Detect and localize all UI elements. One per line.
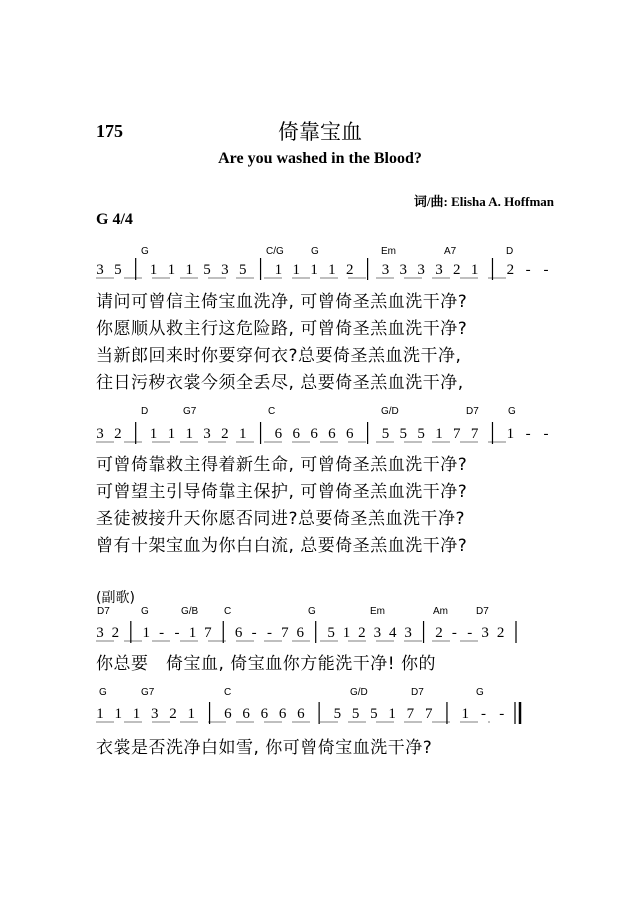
key-time-signature: G 4/4 <box>96 211 133 228</box>
chord-label: G <box>311 246 319 257</box>
chord-label: G <box>99 687 107 698</box>
note: 6 <box>296 625 305 641</box>
note: 2 <box>221 426 229 442</box>
note: 3 <box>417 262 425 278</box>
note: 1 <box>185 426 193 442</box>
chord-label: G <box>508 406 516 417</box>
note: 5 <box>370 706 378 722</box>
note-extension: - <box>480 706 486 722</box>
note: 1 <box>292 262 300 278</box>
note: 5 <box>399 426 408 442</box>
lyric-line: 圣徒被接升天你愿否同进?总要倚圣羔血洗干净? <box>96 509 466 529</box>
note: 2 <box>358 625 366 641</box>
note: 5 <box>203 262 211 278</box>
note: 3 <box>399 262 408 278</box>
note: 2 <box>453 262 461 278</box>
note: 2 <box>114 426 122 442</box>
note: 3 <box>96 426 104 442</box>
note: 1 <box>187 706 196 722</box>
note: 1 <box>132 706 141 722</box>
note-extension: - <box>159 625 165 641</box>
note: 7 <box>281 625 289 641</box>
note: 3 <box>481 625 489 641</box>
note: 1 <box>167 262 176 278</box>
hymn-subtitle: Are you washed in the Blood? <box>218 150 422 167</box>
lyric-line: 衣裳是否洗净白如雪, 你可曾倚宝血洗干净? <box>96 738 433 758</box>
note: 5 <box>333 706 342 722</box>
note: 1 <box>185 262 193 278</box>
chord-label: C/G <box>266 246 284 257</box>
note: 5 <box>327 625 335 641</box>
note: 3 <box>373 625 382 641</box>
hymn-number: 175 <box>96 121 123 141</box>
note-extension: - <box>467 625 473 641</box>
note: 7 <box>470 426 479 442</box>
note-extension: - <box>266 625 272 641</box>
note: 1 <box>96 706 104 722</box>
lyric-line: 可曾望主引导倚靠主保护, 可曾倚圣羔血洗干净? <box>96 482 468 502</box>
note-extension: - <box>251 625 257 641</box>
note: 3 <box>96 262 104 278</box>
note: 6 <box>242 706 250 722</box>
note: 1 <box>461 706 469 722</box>
note: 5 <box>238 262 247 278</box>
note: 1 <box>310 262 318 278</box>
chord-label: C <box>224 687 232 698</box>
hymn-credit: 词/曲: Elisha A. Hoffman <box>413 194 554 209</box>
hymn-title: 倚靠宝血 <box>278 120 362 144</box>
note: 2 <box>169 706 177 722</box>
note: 2 <box>496 625 505 641</box>
note: 2 <box>111 625 120 641</box>
note: 6 <box>328 426 336 442</box>
note: 3 <box>221 262 229 278</box>
note-extension: - <box>543 262 549 278</box>
note-extension: - <box>525 426 531 442</box>
note: 1 <box>114 706 123 722</box>
chord-label: D7 <box>476 606 489 617</box>
note-extension: - <box>451 625 457 641</box>
lyric-line: 曾有十架宝血为你白白流, 总要倚圣羔血洗干净? <box>96 536 468 556</box>
note-extension: - <box>543 426 549 442</box>
note: 1 <box>342 625 351 641</box>
note: 3 <box>404 625 412 641</box>
note: 5 <box>417 426 425 442</box>
note: 1 <box>188 625 197 641</box>
note: 3 <box>435 262 443 278</box>
note: 3 <box>151 706 159 722</box>
note-extension: - <box>499 706 505 722</box>
note: 2 <box>506 262 515 278</box>
note: 1 <box>149 426 158 442</box>
note: 6 <box>274 426 283 442</box>
note: 1 <box>274 262 283 278</box>
note: 1 <box>149 262 158 278</box>
chord-label: G/D <box>381 406 399 417</box>
chord-label: C <box>268 406 276 417</box>
note: 1 <box>328 262 336 278</box>
note: 1 <box>142 625 150 641</box>
note-extension: - <box>525 262 531 278</box>
note: 2 <box>435 625 443 641</box>
lyric-line: 请问可曾信主倚宝血洗净, 可曾倚圣羔血洗干净? <box>96 292 468 312</box>
note: 6 <box>297 706 305 722</box>
note: 5 <box>114 262 122 278</box>
chord-label: G <box>308 606 316 617</box>
chorus-label: (副歌) <box>96 590 135 606</box>
chord-label: Em <box>370 606 385 617</box>
lyric-line: 当新郎回来时你要穿何衣?总要倚圣羔血洗干净, <box>96 346 462 366</box>
chord-label: D7 <box>466 406 479 417</box>
note: 5 <box>381 426 390 442</box>
note: 6 <box>234 625 243 641</box>
note: 7 <box>424 706 433 722</box>
note: 7 <box>453 426 461 442</box>
lyric-line: 往日污秽衣裳今须全丢尽, 总要倚圣羔血洗干净, <box>96 373 464 393</box>
chord-label: A7 <box>444 246 457 257</box>
note: 1 <box>388 706 396 722</box>
note: 6 <box>260 706 269 722</box>
chord-label: D7 <box>411 687 424 698</box>
note: 7 <box>204 625 212 641</box>
note: 1 <box>506 426 515 442</box>
chord-label: Am <box>433 606 448 617</box>
note-extension: - <box>174 625 180 641</box>
note: 6 <box>346 426 354 442</box>
note: 3 <box>381 262 390 278</box>
note: 1 <box>470 262 479 278</box>
note: 3 <box>203 426 211 442</box>
lyric-line: 可曾倚靠救主得着新生命, 可曾倚圣羔血洗干净? <box>96 455 468 475</box>
note: 7 <box>406 706 415 722</box>
chord-label: G <box>476 687 484 698</box>
chord-label: G7 <box>141 687 155 698</box>
chord-label: D <box>506 246 514 257</box>
lyric-line: 你总要 倚宝血, 倚宝血你方能洗干净! 你的 <box>96 654 437 674</box>
chord-label: G <box>141 246 149 257</box>
note: 6 <box>224 706 232 722</box>
chord-label: G/B <box>181 606 199 617</box>
note: 3 <box>96 625 104 641</box>
note: 4 <box>388 625 397 641</box>
chord-label: C <box>224 606 232 617</box>
chord-label: D <box>141 406 149 417</box>
note: 1 <box>435 426 443 442</box>
note: 6 <box>278 706 287 722</box>
note: 5 <box>351 706 360 722</box>
chord-label: D7 <box>97 606 110 617</box>
chord-label: Em <box>381 246 396 257</box>
lyric-line: 你愿顺从救主行这危险路, 可曾倚圣羔血洗干净? <box>96 319 468 339</box>
note: 6 <box>292 426 300 442</box>
note: 6 <box>310 426 318 442</box>
chord-label: G/D <box>350 687 368 698</box>
chord-label: G7 <box>183 406 197 417</box>
note: 1 <box>167 426 176 442</box>
note: 2 <box>346 262 354 278</box>
note: 1 <box>238 426 247 442</box>
chord-label: G <box>141 606 149 617</box>
